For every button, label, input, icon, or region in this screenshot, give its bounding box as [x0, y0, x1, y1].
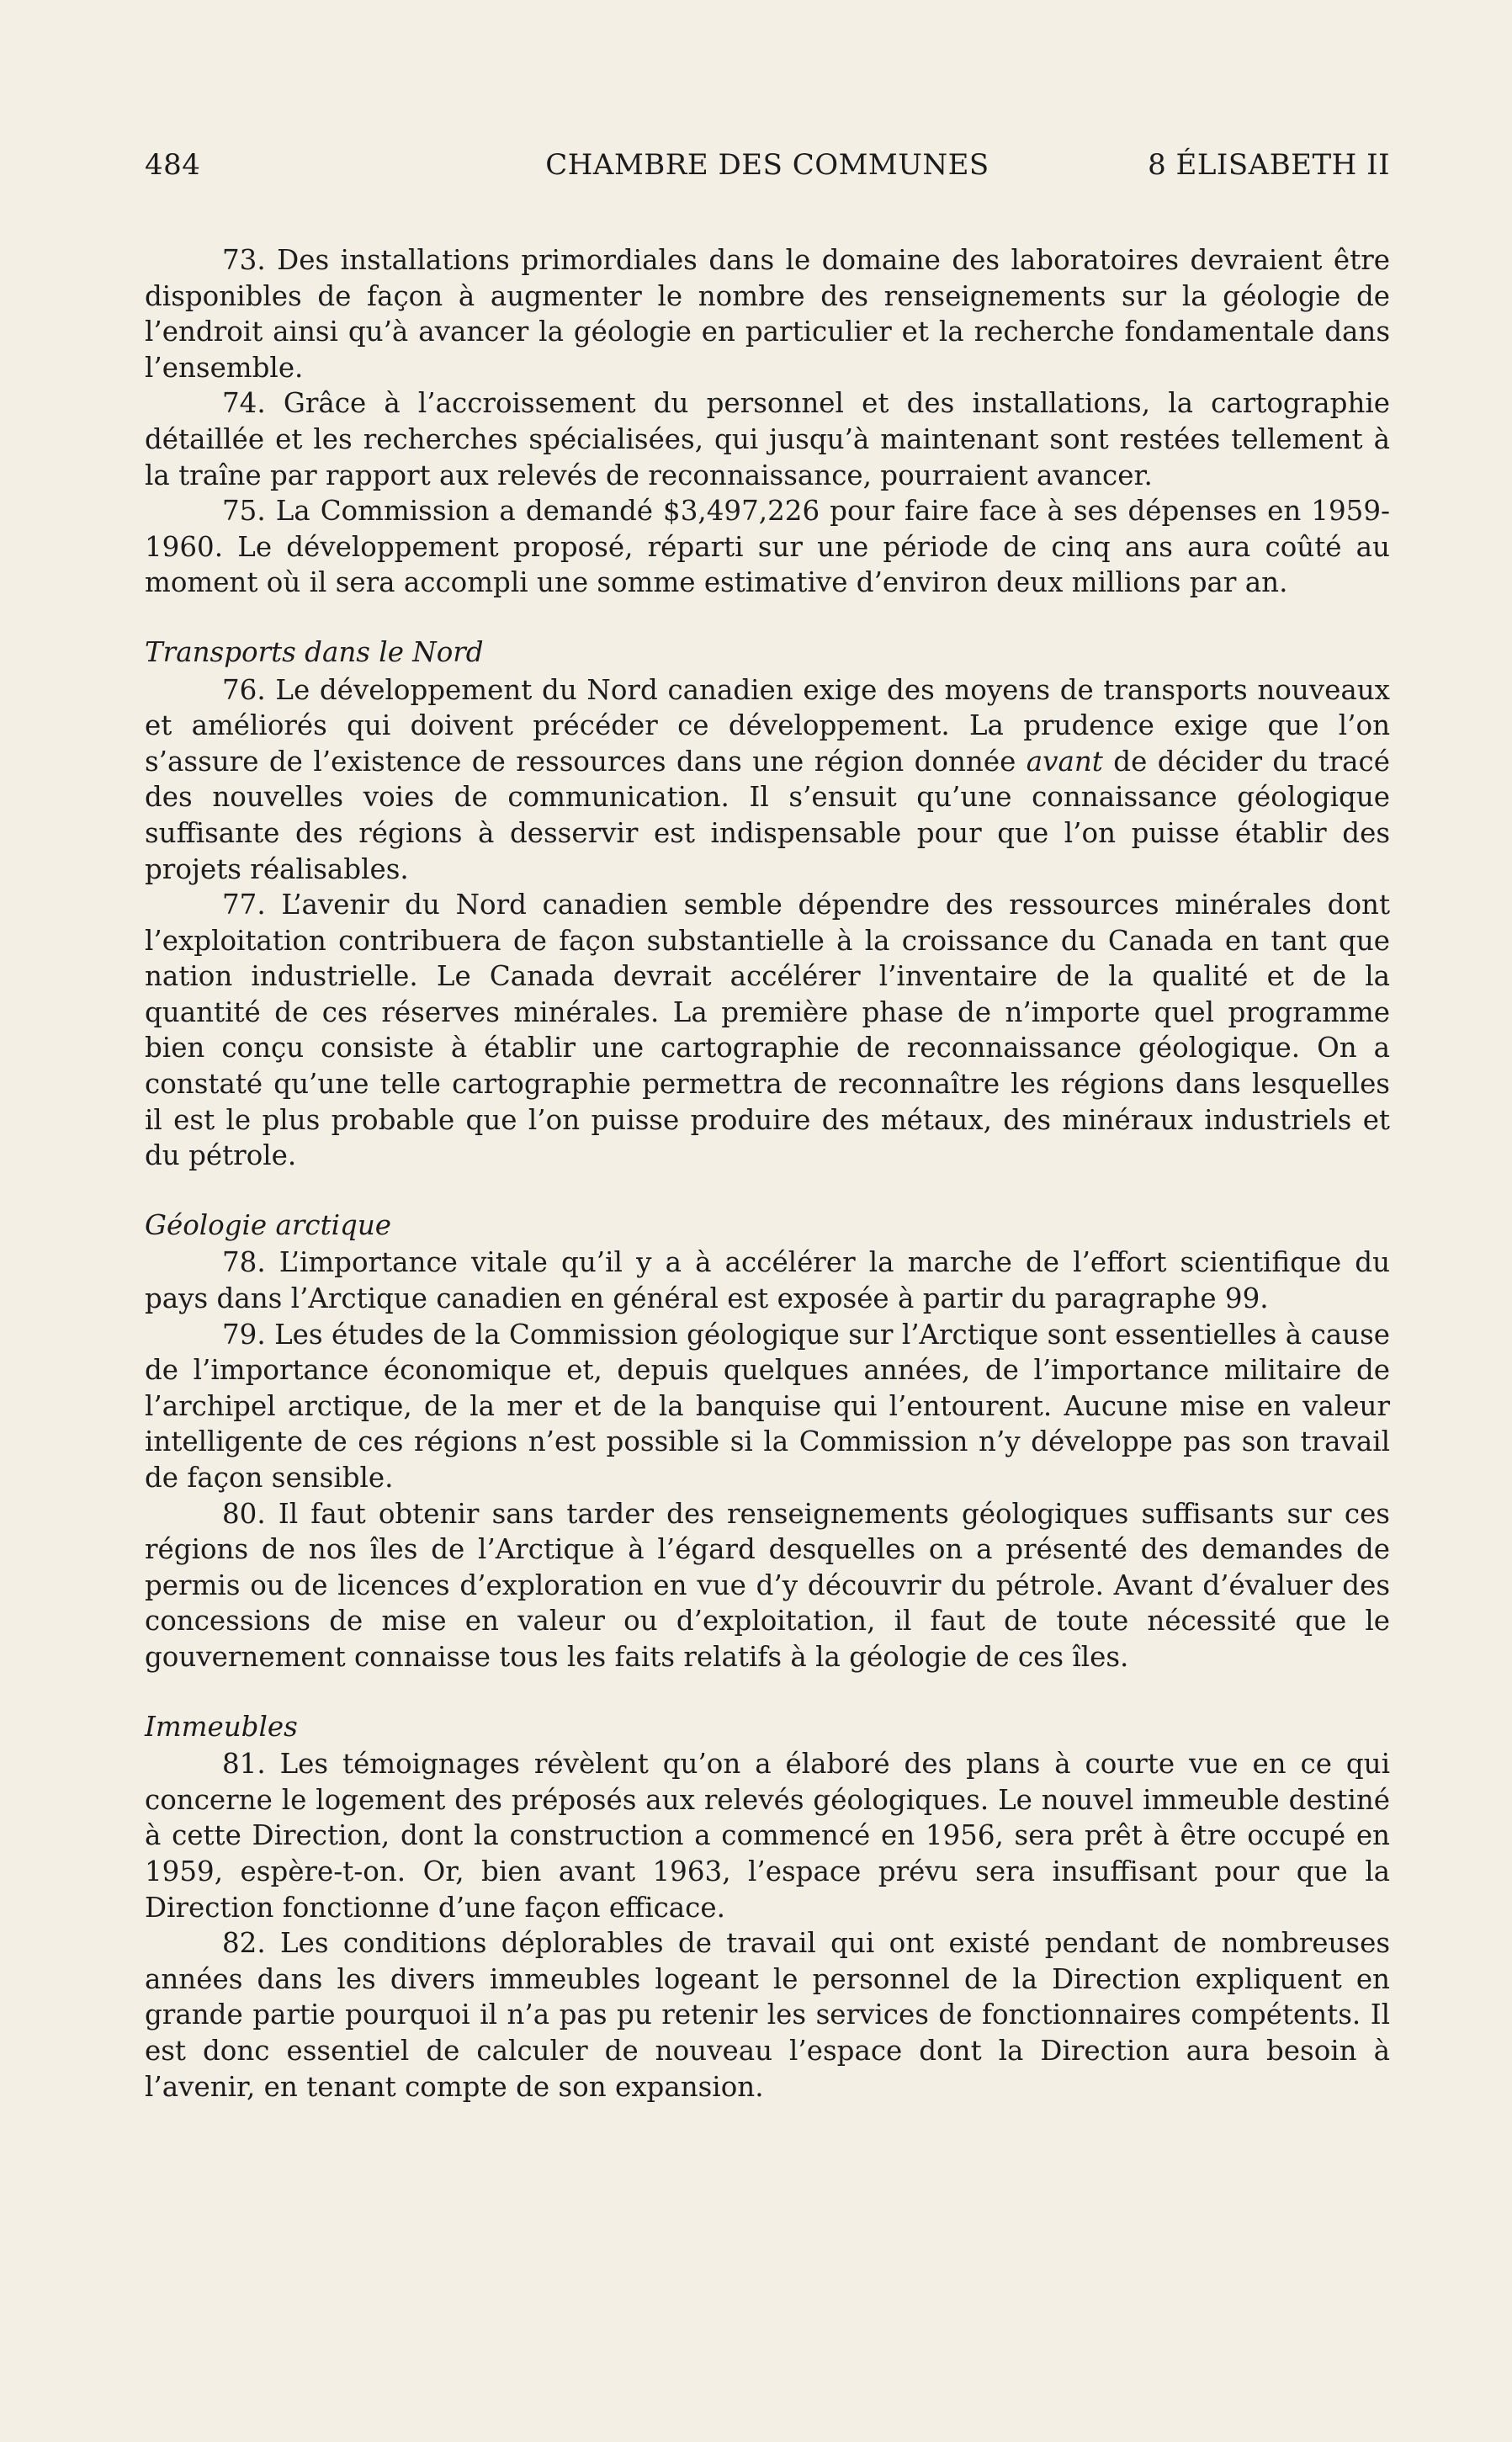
paragraph-76: [145, 672, 1390, 888]
paragraph-78: 78. L’importance vitale qu’il y a à accélérer la marche de l’effort scientifique du pays dans l’Arctique canadien en général est exposée à partir du paragraphe 99.: [145, 1246, 1390, 1315]
page-number: 484: [145, 148, 201, 182]
document-page: [145, 148, 1390, 2105]
paragraph-75: 75. La Commission a demandé $3,497,226 pour faire face à ses dépenses en 1959-1960. Le développement proposé, réparti sur une période de cinq ans aura coûté au moment où il sera accompli une somme estimative d’environ deux millions par an.: [145, 495, 1390, 599]
reign-label: 8 ÉLISABETH II: [1148, 148, 1390, 182]
section-heading-arctique: Géologie arctique: [145, 1208, 392, 1241]
paragraph-76-text-b: de décider du tracé des nouvelles voies de communication. Il s’ensuit qu’une connaissance géologique suffisante des régions à desservir est indispensable pour que l’on puisse établir des projets réalisables.: [145, 745, 1390, 885]
body-text: [145, 242, 1390, 2105]
running-title: CHAMBRE DES COMMUNES: [545, 148, 989, 182]
paragraph-80: 80. Il faut obtenir sans tarder des renseignements géologiques suffisants sur ces régions de nos îles de l’Arctique à l’égard desquelles on a présenté des demandes de permis ou de licences d’exploration en vue d’y découvrir du pétrole. Avant d’évaluer des concessions de mise en valeur ou d’exploitation, il faut de toute nécessité que le gouvernement connaisse tous les faits relatifs à la géologie de ces îles.: [145, 1497, 1390, 1673]
paragraph-77: 77. L’avenir du Nord canadien semble dépendre des ressources minérales dont l’exploitation contribuera de façon substantielle à la croissance du Canada en tant que nation industrielle. Le Canada devrait accélérer l’inventaire de la qualité et de la quantité de ces réserves minérales. La première phase de n’importe quel programme bien conçu consiste à établir une cartographie de reconnaissance géologique. On a constaté qu’une telle cartographie permettra de reconnaître les régions dans lesquelles il est le plus probable que l’on puisse produire des métaux, des minéraux industriels et du pétrole.: [145, 889, 1390, 1172]
emphasis-avant: avant: [1026, 745, 1103, 778]
section-heading-immeubles: Immeubles: [145, 1710, 298, 1743]
paragraph-79: 79. Les études de la Commission géologique sur l’Arctique sont essentielles à cause de l’importance économique et, depuis quelques années, de l’importance militaire de l’archipel arctique, de la mer et de la banquise qui l’entourent. Aucune mise en valeur intelligente de ces régions n’est possible si la Commission n’y développe pas son travail de façon sensible.: [145, 1318, 1390, 1494]
page-header: [145, 148, 1390, 199]
paragraph-81: 81. Les témoignages révèlent qu’on a élaboré des plans à courte vue en ce qui concerne le logement des préposés aux relevés géologiques. Le nouvel immeuble destiné à cette Direction, dont la construction a commencé en 1956, sera prêt à être occupé en 1959, espère-t-on. Or, bien avant 1963, l’espace prévu sera insuffisant pour que la Direction fonctionne d’une façon efficace.: [145, 1748, 1390, 1924]
paragraph-73: 73. Des installations primordiales dans le domaine des laboratoires devraient être disponibles de façon à augmenter le nombre des renseignements sur la géologie de l’endroit ainsi qu’à avancer la géologie en particulier et la recherche fondamentale dans l’ensemble.: [145, 244, 1390, 384]
paragraph-76-text-a: 76. Le développement du Nord canadien exige des moyens de transports nouveaux et améliorés qui doivent précéder ce développement. La prudence exige que l’on s’assure de l’existence de ressources dans une région donnée: [145, 673, 1390, 778]
paragraph-82: 82. Les conditions déplorables de travail qui ont existé pendant de nombreuses années dans les divers immeubles logeant le personnel de la Direction expliquent en grande partie pourquoi il n’a pas pu retenir les services de fonctionnaires compétents. Il est donc essentiel de calculer de nouveau l’espace dont la Direction aura besoin à l’avenir, en tenant compte de son expansion.: [145, 1927, 1390, 2103]
paragraph-74: 74. Grâce à l’accroissement du personnel et des installations, la cartographie détaillée et les recherches spécialisées, qui jusqu’à maintenant sont restées tellement à la traîne par rapport aux relevés de reconnaissance, pourraient avancer.: [145, 387, 1390, 491]
section-heading-transports: Transports dans le Nord: [145, 635, 484, 668]
